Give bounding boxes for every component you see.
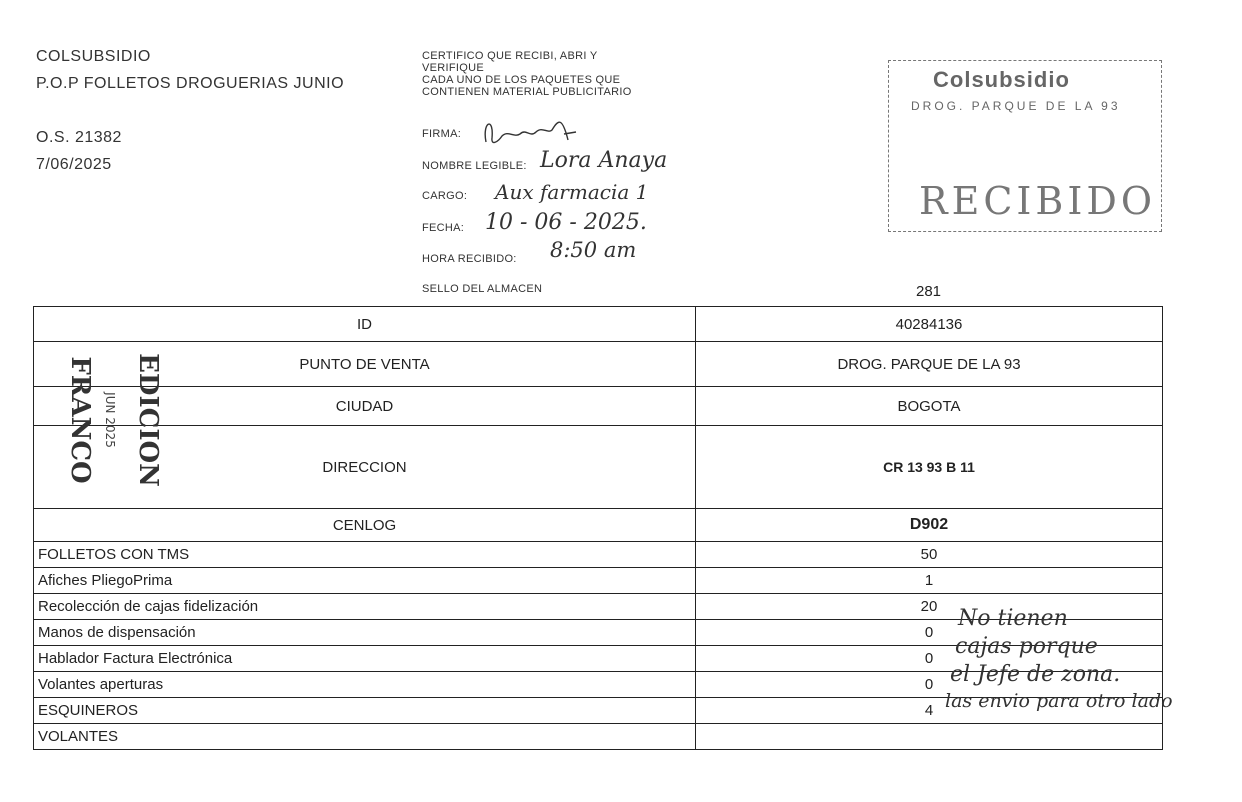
item-quantity: 20	[696, 594, 1163, 620]
item-label: VOLANTES	[34, 724, 696, 750]
handwritten-note-line: No tienen	[958, 606, 1068, 631]
item-quantity: 0	[696, 620, 1163, 646]
item-quantity: 0	[696, 672, 1163, 698]
item-label: Volantes aperturas	[34, 672, 696, 698]
item-quantity: 1	[696, 568, 1163, 594]
certificate-line: CERTIFICO QUE RECIBI, ABRI Y	[422, 50, 598, 62]
item-quantity: 50	[696, 542, 1163, 568]
company-name: COLSUBSIDIO	[36, 48, 151, 65]
stamp-store-name: DROG. PARQUE DE LA 93	[911, 99, 1121, 113]
side-stamp-word2: EDICION	[133, 353, 163, 487]
time-label: HORA RECIBIDO:	[422, 253, 517, 265]
table-row	[34, 568, 1163, 594]
certificate-line: CADA UNO DE LOS PAQUETES QUE	[422, 74, 621, 86]
time-value: 8:50 am	[550, 238, 637, 262]
point-of-sale-label: PUNTO DE VENTA	[34, 342, 696, 387]
table-row	[34, 426, 1163, 509]
city-value: BOGOTA	[696, 387, 1163, 426]
address-value: CR 13 93 B 11	[696, 426, 1163, 509]
table-row	[34, 509, 1163, 542]
handwritten-note-line: cajas porque	[955, 634, 1098, 659]
position-label: CARGO:	[422, 190, 468, 202]
certificate-line: VERIFIQUE	[422, 62, 484, 74]
side-stamp-date: JUN 2025	[103, 392, 117, 448]
item-label: Manos de dispensación	[34, 620, 696, 646]
project-title: P.O.P FOLLETOS DROGUERIAS JUNIO	[36, 75, 345, 92]
page-number: 281	[916, 283, 942, 300]
certificate-text	[422, 50, 632, 98]
item-quantity	[696, 724, 1163, 750]
name-label: NOMBRE LEGIBLE:	[422, 160, 527, 172]
stamp-received: RECIBIDO	[919, 179, 1156, 223]
cenlog-label: CENLOG	[34, 509, 696, 542]
item-label: FOLLETOS CON TMS	[34, 542, 696, 568]
table-row	[34, 342, 1163, 387]
received-stamp	[888, 60, 1162, 232]
store-seal-label: SELLO DEL ALMACEN	[422, 283, 543, 295]
item-quantity: 0	[696, 646, 1163, 672]
side-stamp-word1: FRANCO	[65, 356, 95, 484]
handwritten-note-line: las envio para otro lado	[945, 690, 1173, 712]
item-quantity: 4	[696, 698, 1163, 724]
date-label: FECHA:	[422, 222, 465, 234]
id-value: 40284136	[696, 307, 1163, 342]
table-row	[34, 724, 1163, 750]
table-row	[34, 387, 1163, 426]
handwritten-note-line: el Jefe de zona.	[950, 662, 1121, 687]
item-label: ESQUINEROS	[34, 698, 696, 724]
signature-mark	[478, 112, 598, 152]
table-row	[34, 307, 1163, 342]
point-of-sale-value: DROG. PARQUE DE LA 93	[696, 342, 1163, 387]
date-value: 10 - 06 - 2025.	[485, 210, 647, 235]
item-label: Recolección de cajas fidelización	[34, 594, 696, 620]
item-label: Hablador Factura Electrónica	[34, 646, 696, 672]
name-value: Lora Anaya	[540, 148, 668, 173]
order-number: O.S. 21382	[36, 129, 122, 146]
city-label: CIUDAD	[34, 387, 696, 426]
cenlog-value: D902	[696, 509, 1163, 542]
side-stamp	[40, 345, 164, 495]
address-label: DIRECCION	[34, 426, 696, 509]
position-value: Aux farmacia 1	[495, 180, 649, 204]
stamp-logo: Colsubsidio	[933, 67, 1070, 92]
signature-label: FIRMA:	[422, 128, 462, 140]
id-label: ID	[34, 307, 696, 342]
document-date: 7/06/2025	[36, 156, 112, 173]
table-row	[34, 542, 1163, 568]
certificate-line: CONTIENEN MATERIAL PUBLICITARIO	[422, 86, 632, 98]
item-label: Afiches PliegoPrima	[34, 568, 696, 594]
